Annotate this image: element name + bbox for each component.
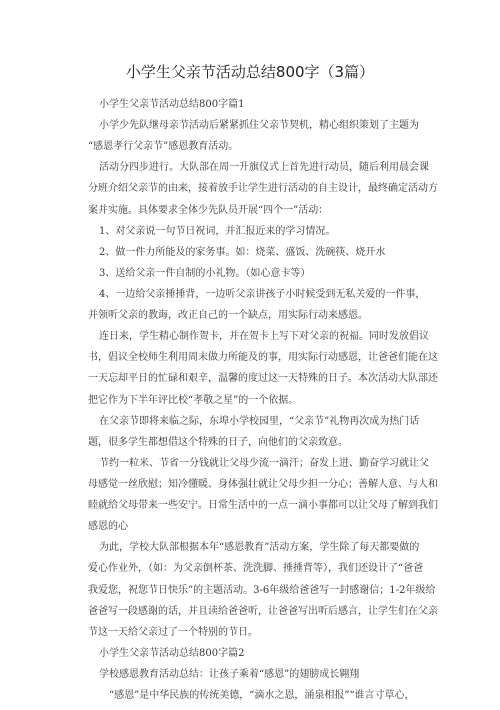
- document-title: 小学生父亲节活动总结800字（3篇）: [125, 63, 375, 81]
- text-line: 分班介绍父亲节的由来，接着放手让学生进行活动的自主设计，最终确定活动方: [88, 183, 438, 195]
- text-line: 2、做一件力所能及的家务事。如：烧菜、盛饭、洗碗筷、烧开水: [99, 246, 386, 258]
- text-line: 案并实施。具体要求全体少先队员开展“四个一”活动：: [88, 204, 329, 216]
- text-line: 连日来，学生精心制作贺卡，并在贺卡上写下对父亲的祝福。同时发放倡议: [99, 331, 429, 343]
- text-line: “感恩”是中华民族的传统美德，“滴水之恩，涌泉相报”“谁言寸草心，: [109, 690, 415, 702]
- text-line: 书，倡议全校师生利用周末做力所能及的事，用实际行动感恩，让爸爸们能在这: [88, 352, 438, 364]
- text-line: 并领听父亲的教诲，改正自己的一个缺点，用实际行动来感恩。: [88, 310, 368, 322]
- text-line: 节这一天给父亲过了一个特别的节日。: [88, 626, 258, 638]
- document-body: [88, 98, 438, 710]
- text-line: 感恩的心: [88, 521, 128, 533]
- text-line: 我爱您，祝您节日快乐”的主题活动。3-6年级给爸爸写一封感谢信；1-2年级给: [88, 584, 436, 596]
- text-line: 爸爸写一段感谢的话，并且读给爸爸听，让爸爸写出听后感言，让学生们在父亲: [88, 605, 438, 617]
- text-line: 1、对父亲说一句节日祝词，并汇报近来的学习情况。: [99, 225, 336, 237]
- text-line: 节约一粒米、节省一分钱就让父母少流一滴汗；奋发上进、勤奋学习就让父: [99, 457, 429, 469]
- text-line: 学校感恩教育活动总结：让孩子乘着“感恩”的翅膀成长翱翔: [99, 668, 360, 680]
- text-line: 小学生父亲节活动总结800字篇2: [99, 647, 245, 659]
- text-line: 题，很多学生都想借这个特殊的日子，向他们的父亲致意。: [88, 436, 348, 448]
- text-line: 小学生父亲节活动总结800字篇1: [99, 99, 245, 110]
- text-line: 3、送给父亲一件自制的小礼物。（如心意卡等）: [99, 267, 311, 279]
- text-line: “感恩孝行父亲节”感恩教育活动。: [88, 141, 239, 153]
- text-line: 为此，学校大队部根据本年“感恩教育”活动方案，学生除了每天都要做的: [99, 542, 420, 554]
- text-line: 母感觉一丝欣慰；知冷懂暖、身体强壮就让父母少担一分心；善解人意、与人和: [88, 478, 438, 490]
- text-line: 在父亲节即将来临之际，东埠小学校园里，“父亲节”礼物再次成为热门话: [99, 415, 420, 427]
- text-line: 把它作为下半年评比校“孝敬之星”的一个依据。: [88, 394, 299, 406]
- text-line: 4、一边给父亲捶捶背，一边听父亲讲孩子小时候受到无私关爱的一件事，: [99, 288, 426, 300]
- text-line: 活动分四步进行。大队部在周一升旗仪式上首先进行动员，随后利用晨会课: [99, 162, 429, 174]
- text-line: 爱心作业外，（如：为父亲倒杯茶、洗洗脚、捶捶背等），我们还设计了“爸爸: [88, 563, 424, 575]
- text-line: 一天忘却平日的忙碌和艰辛，温馨的度过这一天特殊的日子。本次活动大队部还: [88, 373, 438, 385]
- text-line: 小学少先队继母亲节活动后紧紧抓住父亲节契机，精心组织策划了主题为: [99, 120, 419, 132]
- text-line: 睦就给父母带来一些安宁。日常生活中的一点一滴小事都可以让父母了解到我们: [88, 500, 438, 512]
